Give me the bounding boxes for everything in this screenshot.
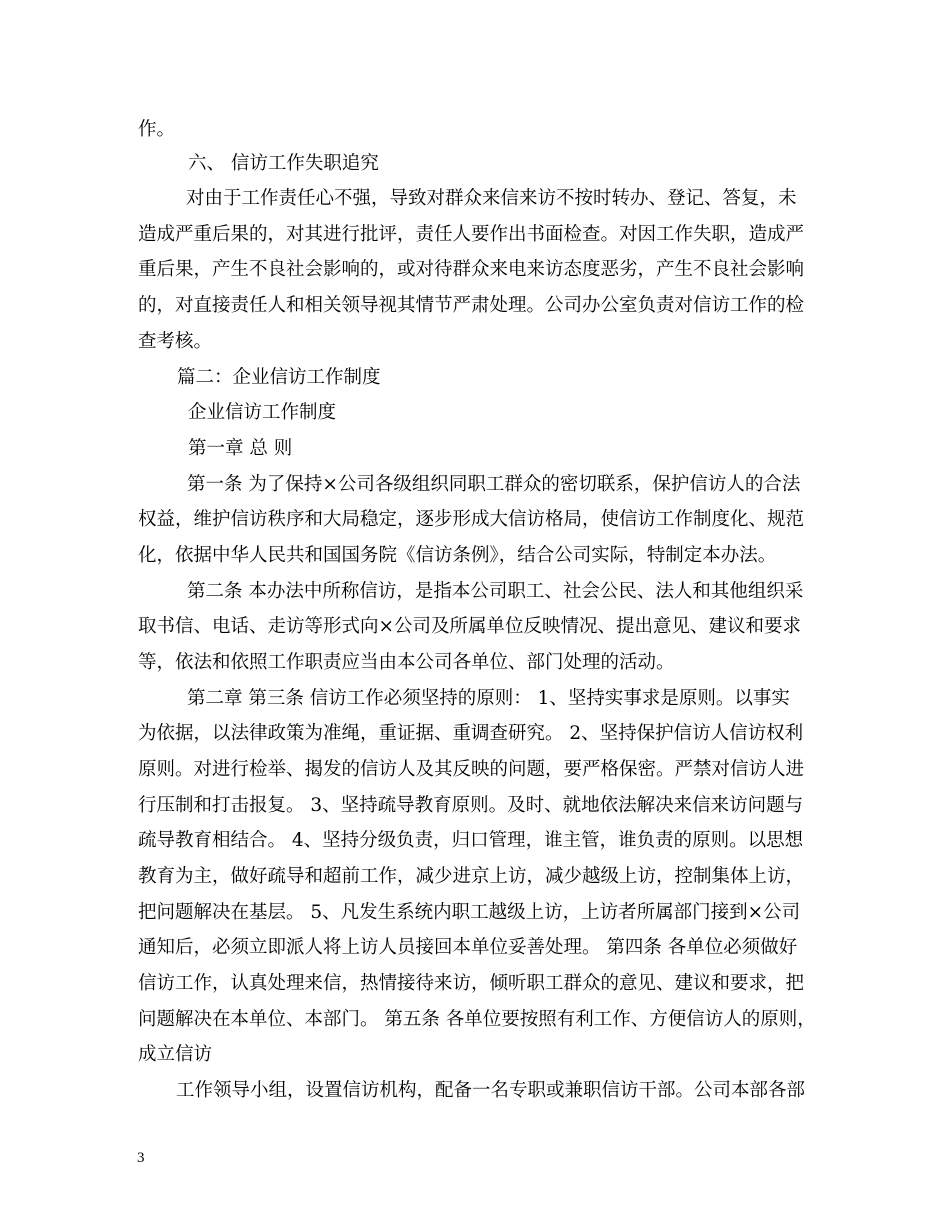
- page-number: 3: [137, 1150, 145, 1166]
- text-line: 原则。对进行检举、揭发的信访人及其反映的问题，要严格保密。严禁对信访人进: [138, 759, 805, 780]
- text-line: 查考核。: [138, 331, 213, 352]
- text-line: 行压制和打击报复。 3、坚持疏导教育原则。及时、就地依法解决来信来访问题与: [138, 795, 804, 816]
- text-line: 成立信访: [138, 1044, 213, 1065]
- chapter-heading: 第一章 总 则: [188, 438, 293, 459]
- text-line: 第二条 本办法中所称信访，是指本公司职工、社会公民、法人和其他组织采: [187, 581, 804, 602]
- text-line: 问题解决在本单位、本部门。 第五条 各单位要按照有利工作、方便信访人的原则，: [138, 1009, 816, 1030]
- text-line: 取书信、电话、走访等形式向×公司及所属单位反映情况、提出意见、建议和要求: [138, 616, 802, 637]
- text-line: 信访工作，认真处理来信，热情接待来访，倾听职工群众的意见、建议和要求，把: [138, 973, 805, 994]
- text-line: 第二章 第三条 信访工作必须坚持的原则： 1、坚持实事求是原则。以事实: [187, 688, 790, 709]
- section-heading: 六、 信访工作失职追究: [188, 153, 379, 174]
- text-line: 重后果，产生不良社会影响的，或对待群众来电来访态度恶劣，产生不良社会影响: [138, 259, 805, 280]
- text-line: 等，依法和依照工作职责应当由本公司各单位、部门处理的活动。: [138, 652, 675, 673]
- text-line: 把问题解决在基层。 5、凡发生系统内职工越级上访，上访者所属部门接到×公司: [138, 902, 801, 923]
- text-line: 通知后，必须立即派人将上访人员接回本单位妥善处理。 第四条 各单位必须做好: [138, 937, 798, 958]
- text-line: 对由于工作责任心不强，导致对群众来信来访不按时转办、登记、答复，未: [186, 188, 797, 209]
- text-line: 化，依据中华人民共和国国务院《信访条例》，结合公司实际，特制定本办法。: [138, 545, 777, 566]
- text-line: 工作领导小组，设置信访机构，配备一名专职或兼职信访干部。公司本部各部: [176, 1080, 806, 1101]
- text-line: 的，对直接责任人和相关领导视其情节严肃处理。公司办公室负责对信访工作的检: [138, 295, 805, 316]
- chapter-title: 篇二：企业信访工作制度: [177, 367, 381, 388]
- text-line: 作。: [138, 119, 176, 140]
- text-line: 疏导教育相结合。 4、坚持分级负责，归口管理，谁主管，谁负责的原则。以思想: [138, 830, 804, 851]
- text-line: 权益，维护信访秩序和大局稳定，逐步形成大信访格局，使信访工作制度化、规范: [138, 509, 805, 530]
- text-line: 第一条 为了保持×公司各级组织同职工群众的密切联系，保护信访人的合法: [187, 474, 801, 495]
- document-title: 企业信访工作制度: [188, 402, 337, 423]
- text-line: 教育为主，做好疏导和超前工作，减少进京上访，减少越级上访，控制集体上访，: [138, 866, 805, 887]
- text-line: 造成严重后果的，对其进行批评，责任人要作出书面检查。对因工作失职，造成严: [138, 224, 805, 245]
- text-line: 为依据，以法律政策为准绳，重证据、重调查研究。 2、坚持保护信访人信访权利: [138, 723, 804, 744]
